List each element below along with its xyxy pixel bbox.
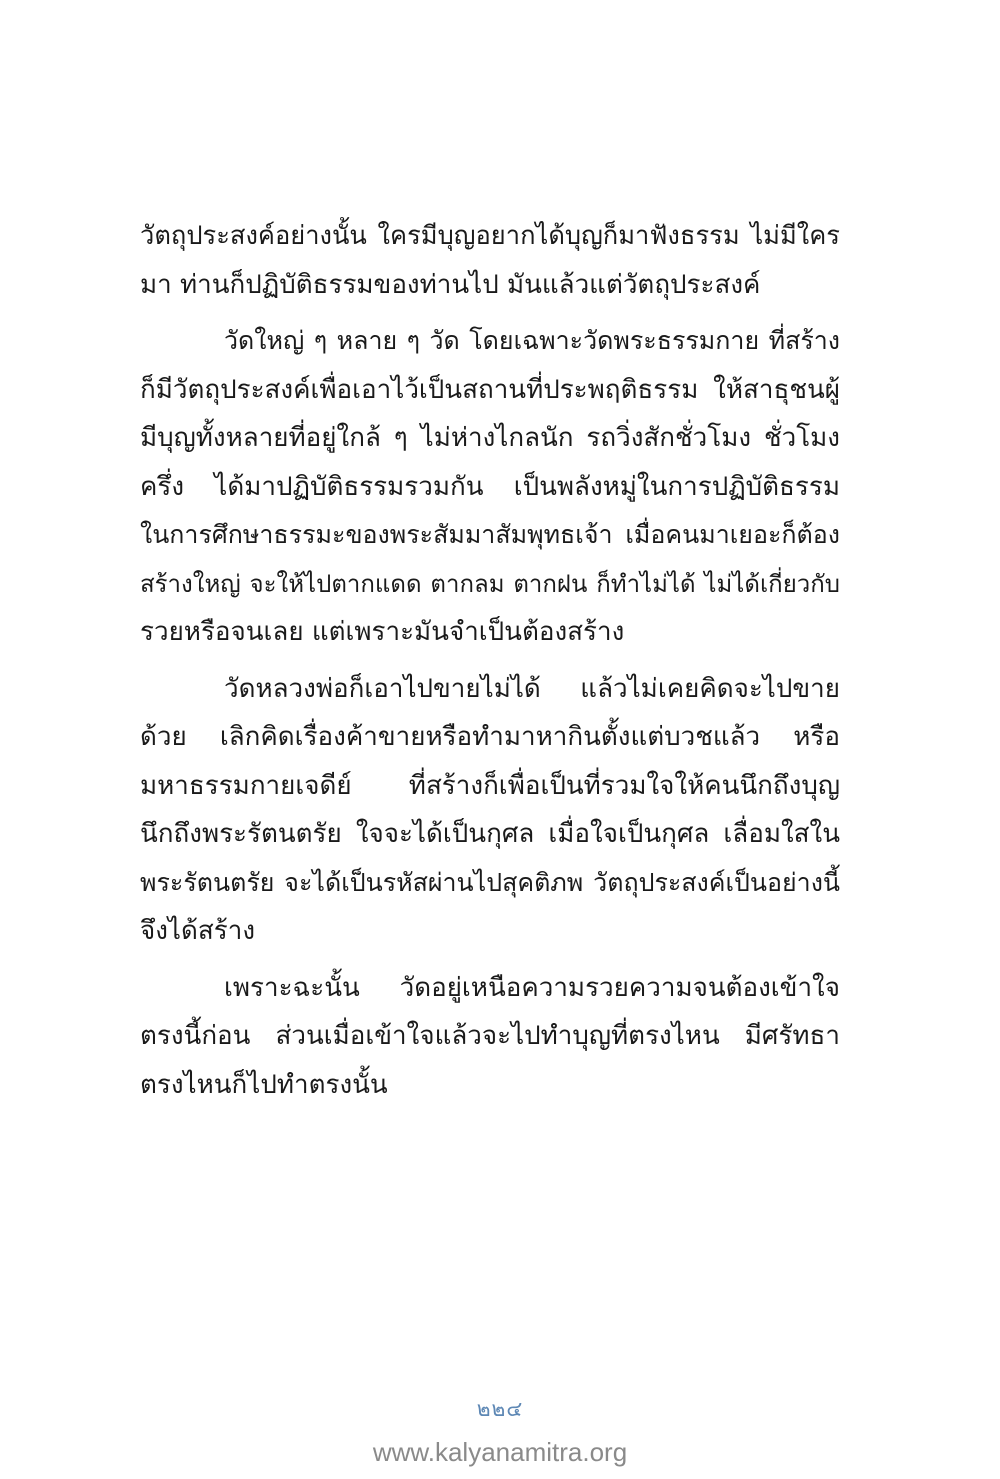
text-line: มหาธรรมกายเจดีย์ ที่สร้างก็เพื่อเป็นที่รวมใจให้คนนึกถึงบุญ <box>140 770 840 801</box>
text-line: ในการศึกษาธรรมะของพระสัมมาสัมพุทธเจ้า เมื่อคนมาเยอะก็ต้อง <box>140 520 840 549</box>
paragraph <box>140 964 840 1110</box>
text-line: ตรงนี้ก่อน ส่วนเมื่อเข้าใจแล้วจะไปทำบุญที่ตรงไหน มีศรัทธา <box>140 1021 840 1051</box>
text-line: มา ท่านก็ปฏิบัติธรรมของท่านไป มันแล้วแต่วัตถุประสงค์ <box>140 269 761 300</box>
text-line: นึกถึงพระรัตนตรัย ใจจะได้เป็นกุศล เมื่อใจเป็นกุศล เลื่อมใสใน <box>140 819 840 849</box>
paragraph <box>140 317 840 657</box>
page-body <box>140 212 840 1117</box>
text-line: พระรัตนตรัย จะได้เป็นรหัสผ่านไปสุคติภพ วัตถุประสงค์เป็นอย่างนี้ <box>140 867 840 897</box>
text-line: วัดหลวงพ่อก็เอาไปขายไม่ได้ แล้วไม่เคยคิดจะไปขาย <box>224 673 840 704</box>
text-line: ก็มีวัตถุประสงค์เพื่อเอาไว้เป็นสถานที่ประพฤติธรรม ให้สาธุชนผู้ <box>140 374 840 405</box>
text-line: รวยหรือจนเลย แต่เพราะมันจำเป็นต้องสร้าง <box>140 617 625 647</box>
text-line: เพราะฉะนั้น วัดอยู่เหนือความรวยความจนต้องเข้าใจ <box>224 972 840 1003</box>
paragraph <box>140 665 840 956</box>
website-footer: www.kalyanamitra.org <box>372 1437 628 1467</box>
text-line: มีบุญทั้งหลายที่อยู่ใกล้ ๆ ไม่ห่างไกลนัก รถวิ่งสักชั่วโมง ชั่วโมง <box>140 423 840 453</box>
paragraph <box>140 212 840 309</box>
text-line: วัดใหญ่ ๆ หลาย ๆ วัด โดยเฉพาะวัดพระธรรมกาย ที่สร้าง <box>224 326 840 355</box>
text-line: ตรงไหนก็ไปทำตรงนั้น <box>140 1069 388 1100</box>
text-line: จึงได้สร้าง <box>140 916 256 946</box>
text-line: สร้างใหญ่ จะให้ไปตากแดด ตากลม ตากฝน ก็ทำไม่ได้ ไม่ได้เกี่ยวกับ <box>140 569 840 598</box>
text-line: ด้วย เลิกคิดเรื่องค้าขายหรือทำมาหากินตั้งแต่บวชแล้ว หรือ <box>140 722 840 752</box>
text-line: วัตถุประสงค์อย่างนั้น ใครมีบุญอยากได้บุญก็มาฟังธรรม ไม่มีใคร <box>140 221 840 251</box>
text-line: ครึ่ง ได้มาปฏิบัติธรรมรวมกัน เป็นพลังหมู่ในการปฏิบัติธรรม <box>140 471 840 502</box>
page-number: ๒๒๔ <box>476 1397 524 1421</box>
